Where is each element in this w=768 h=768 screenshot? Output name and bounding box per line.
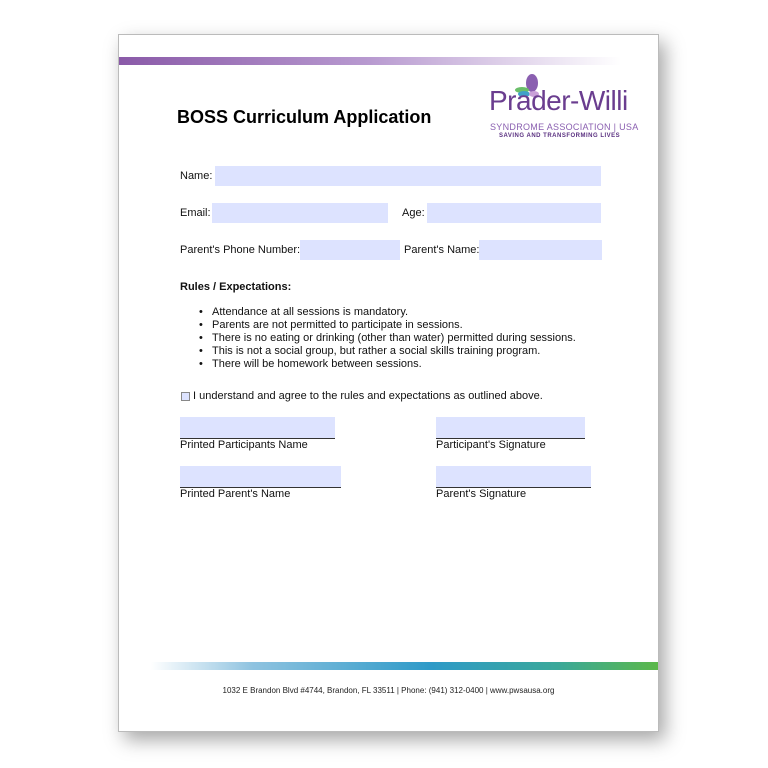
rule-item: • This is not a social group, but rather a social skills training program. [212, 345, 540, 357]
parent-signature-label: Parent's Signature [436, 488, 527, 500]
age-label: Age: [402, 207, 425, 219]
document-page [118, 34, 659, 732]
participant-signature-input[interactable] [436, 417, 585, 439]
footer-address: 1032 E Brandon Blvd #4744, Brandon, FL 33511 | Phone: (941) 312-0400 | www.pwsausa.org [222, 686, 555, 695]
participant-name-label: Printed Participants Name [180, 439, 308, 451]
parent-name-label: Parent's Name: [404, 244, 480, 256]
rule-item: • There is no eating or drinking (other than water) permitted during sessions. [212, 332, 576, 344]
parent-phone-label: Parent's Phone Number: [180, 244, 301, 256]
parent-printed-name-label: Printed Parent's Name [180, 488, 291, 500]
rules-heading: Rules / Expectations: [180, 281, 292, 293]
rule-item: • There will be homework between sessions. [212, 358, 422, 370]
rule-item: • Parents are not permitted to participate in sessions. [212, 319, 463, 331]
email-input[interactable] [212, 203, 388, 223]
agree-checkbox[interactable] [181, 392, 190, 401]
parent-phone-input[interactable] [300, 240, 400, 260]
rule-item: • Attendance at all sessions is mandatory. [212, 306, 408, 318]
participant-signature-label: Participant's Signature [436, 439, 546, 451]
parent-name-input[interactable] [479, 240, 602, 260]
name-label: Name: [180, 170, 213, 182]
email-label: Email: [180, 207, 211, 219]
top-gradient-bar [119, 57, 621, 65]
age-input[interactable] [427, 203, 601, 223]
page-title: BOSS Curriculum Application [177, 107, 432, 127]
footer-gradient-bar [151, 662, 658, 670]
participant-name-input[interactable] [180, 417, 335, 439]
parent-printed-name-input[interactable] [180, 466, 341, 488]
logo-name: Prader-Willi [489, 85, 628, 116]
logo-subtitle: SYNDROME ASSOCIATION | USA [490, 122, 639, 132]
logo-tagline: SAVING AND TRANSFORMING LIVES [499, 133, 621, 139]
parent-signature-input[interactable] [436, 466, 591, 488]
name-input[interactable] [215, 166, 601, 186]
agree-label: I understand and agree to the rules and expectations as outlined above. [193, 390, 543, 402]
